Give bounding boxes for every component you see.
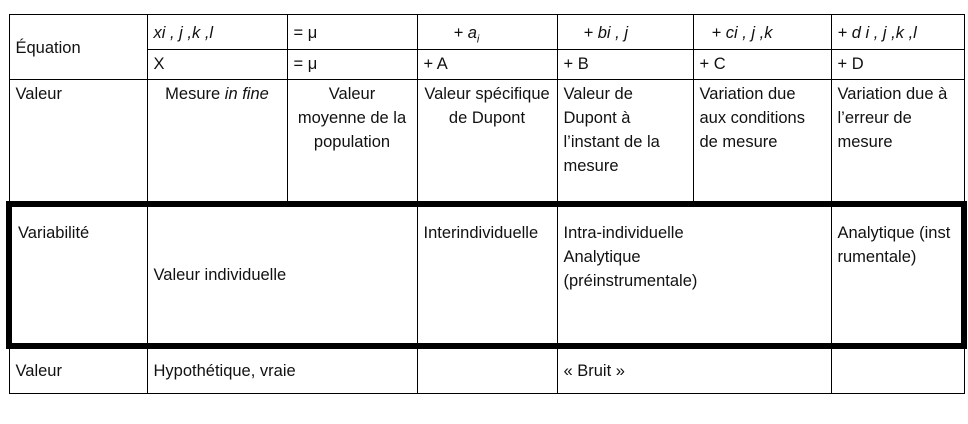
eq-letter-a: + A xyxy=(423,55,448,73)
eq-letter-cell xyxy=(287,50,417,80)
empty-cell xyxy=(831,346,964,394)
variabilite-header: Variabilité xyxy=(18,223,90,242)
table-row xyxy=(9,80,964,204)
valeur-dupont-text: Valeur de Dupont à l’instant de la mesure xyxy=(563,85,660,175)
interindividuelle-cell xyxy=(417,204,557,346)
variabilite-header-cell xyxy=(9,204,147,346)
eq-mu: = μ xyxy=(293,24,318,42)
valeur-individuelle-text: Valeur individuelle xyxy=(153,265,287,284)
eq-letter-cell xyxy=(831,50,964,80)
mesure-cell xyxy=(147,80,287,204)
eq-cell-x xyxy=(147,15,287,50)
variation-conditions-cell xyxy=(693,80,831,204)
variation-conditions-text: Variation due aux conditions de mesure xyxy=(699,85,805,151)
intra-line-3: (préinstrumentale) xyxy=(563,271,698,290)
eq-x: xi , j ,k ,l xyxy=(153,24,214,42)
bruit-cell xyxy=(557,346,831,394)
hypothetique-text: Hypothétique, vraie xyxy=(153,361,296,380)
valeur-moyenne-text: Valeur moyenne de la population xyxy=(297,85,407,151)
valeur-header: Valeur xyxy=(15,85,62,103)
valeur-specifique-text: Valeur spécifique de Dupont xyxy=(424,85,550,127)
eq-letter-c: + C xyxy=(699,55,726,73)
table-row xyxy=(9,346,964,394)
eq-a-subscript: i xyxy=(476,33,480,46)
intra-individuelle-cell xyxy=(557,204,831,346)
eq-d: + d i , j ,k ,l xyxy=(837,24,917,42)
eq-letter-cell xyxy=(693,50,831,80)
eq-letter-x: X xyxy=(153,55,165,73)
analytique-text: Analytique (instrumentale) xyxy=(837,223,951,266)
analytique-cell xyxy=(831,204,964,346)
empty-cell xyxy=(417,346,557,394)
intra-line-2: Analytique xyxy=(563,247,641,266)
eq-letter-d: + D xyxy=(837,55,864,73)
table-row xyxy=(9,50,964,80)
mesure-italic-text: in fine xyxy=(224,85,269,103)
eq-a: + a xyxy=(453,24,477,42)
valeur-dupont-cell xyxy=(557,80,693,204)
eq-letter-cell xyxy=(417,50,557,80)
variation-erreur-text: Variation due à l’erreur de mesure xyxy=(837,85,948,151)
eq-letter-cell xyxy=(557,50,693,80)
valeur-individuelle-cell xyxy=(147,204,417,346)
variability-table xyxy=(6,14,967,394)
eq-cell-b xyxy=(557,15,693,50)
intra-line-1: Intra-individuelle xyxy=(563,223,684,242)
valeur2-header-cell xyxy=(9,346,147,394)
equation-header-cell xyxy=(9,15,147,80)
eq-cell-mu xyxy=(287,15,417,50)
valeur-moyenne-cell xyxy=(287,80,417,204)
eq-letter-mu: = μ xyxy=(293,55,318,73)
valeur2-header: Valeur xyxy=(15,361,62,380)
table-row xyxy=(9,15,964,50)
eq-cell-c xyxy=(693,15,831,50)
valeur-specifique-cell xyxy=(417,80,557,204)
mesure-text: Mesure xyxy=(165,85,225,103)
bruit-text: « Bruit » xyxy=(563,361,625,380)
equation-header: Équation xyxy=(15,39,81,57)
valeur-header-cell xyxy=(9,80,147,204)
eq-b: + bi , j xyxy=(583,24,628,42)
table-row xyxy=(9,204,964,346)
eq-c: + ci , j ,k xyxy=(711,24,773,42)
eq-letter-b: + B xyxy=(563,55,589,73)
variation-erreur-cell xyxy=(831,80,964,204)
table-container xyxy=(6,14,967,394)
hypothetique-cell xyxy=(147,346,417,394)
eq-cell-d xyxy=(831,15,964,50)
interindividuelle-text: Interindividuelle xyxy=(423,223,539,242)
eq-cell-a xyxy=(417,15,557,50)
eq-letter-cell xyxy=(147,50,287,80)
